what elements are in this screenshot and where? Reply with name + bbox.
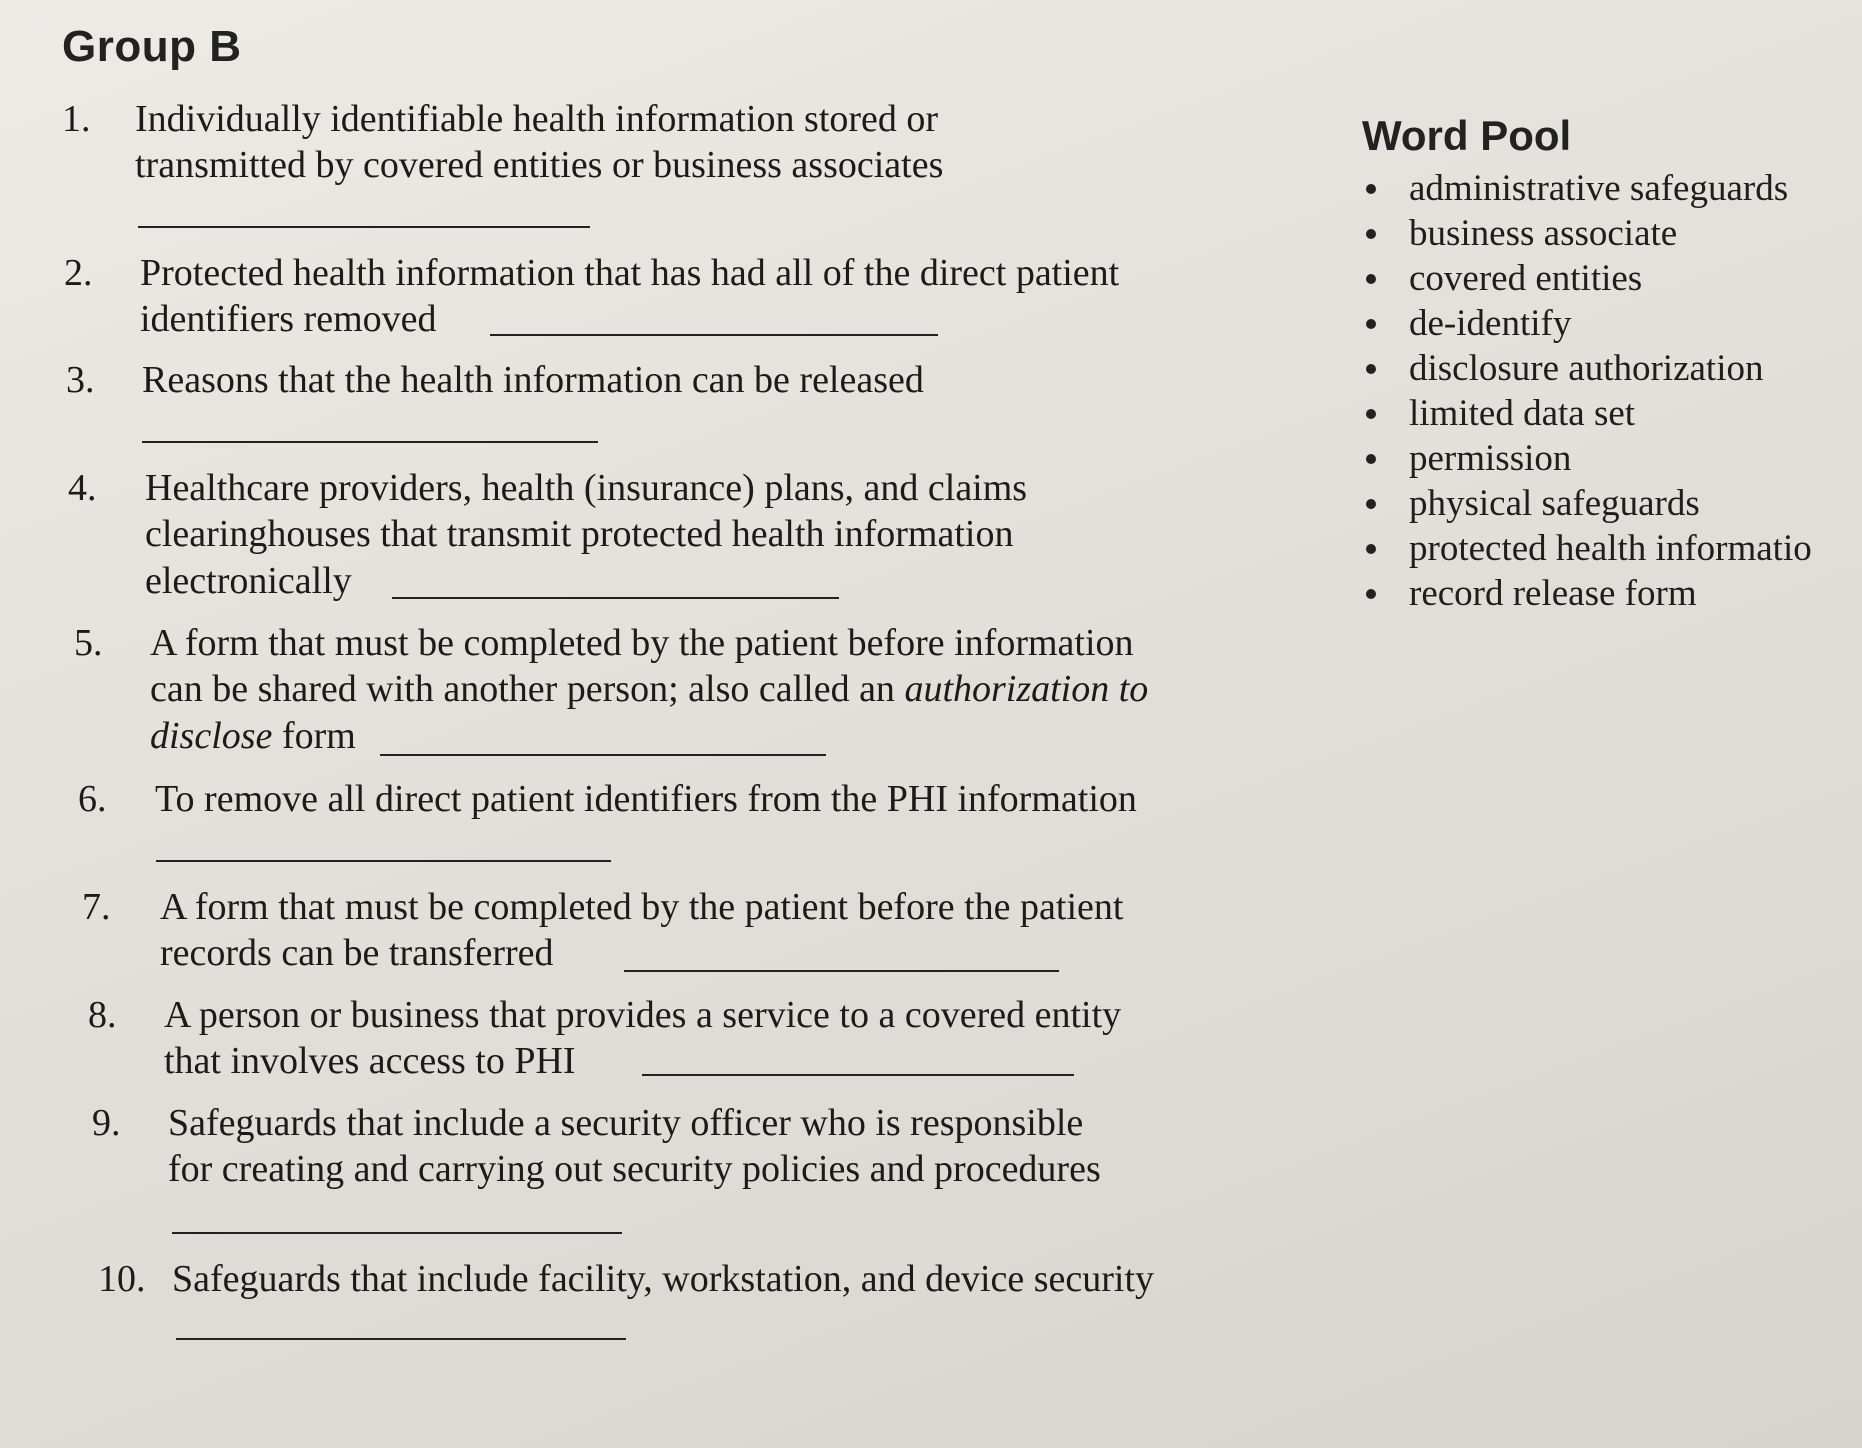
word-pool — [1362, 112, 1862, 616]
word-pool-item — [1362, 346, 1862, 391]
answer-blank-5[interactable] — [380, 754, 826, 756]
question-text-italic: authorization to — [904, 668, 1149, 710]
question-text-line: clearinghouses that transmit protected health information — [145, 513, 1014, 555]
bullet-icon — [1366, 409, 1376, 419]
word-pool-item — [1362, 391, 1862, 436]
word-pool-item — [1362, 211, 1862, 256]
bullet-icon — [1366, 589, 1376, 599]
answer-blank-6[interactable] — [156, 860, 611, 862]
group-title: Group B — [62, 22, 242, 71]
question-text-line: Reasons that the health information can be released — [142, 359, 924, 401]
word-pool-list — [1362, 166, 1862, 616]
word-pool-item-label: disclosure authorization — [1409, 348, 1764, 389]
answer-blank-2[interactable] — [490, 334, 938, 336]
answer-blank-9[interactable] — [172, 1232, 622, 1234]
bullet-icon — [1366, 364, 1376, 374]
answer-blank-7[interactable] — [624, 970, 1059, 972]
question-number: 7. — [82, 886, 111, 928]
question-text-line: Protected health information that has had all of the direct patient — [140, 252, 1120, 294]
answer-blank-10[interactable] — [176, 1338, 626, 1340]
question-text-line: for creating and carrying out security policies and procedures — [168, 1148, 1101, 1190]
word-pool-title: Word Pool — [1362, 112, 1572, 159]
bullet-icon — [1366, 499, 1376, 509]
word-pool-item-label: protected health informatio — [1409, 528, 1812, 569]
bullet-icon — [1366, 544, 1376, 554]
question-text-italic: disclose — [150, 715, 273, 757]
word-pool-item-label: permission — [1409, 438, 1572, 479]
question-text-line: transmitted by covered entities or business associates — [135, 144, 944, 186]
answer-blank-4[interactable] — [392, 597, 839, 599]
question-number: 8. — [88, 994, 117, 1036]
answer-blank-1[interactable] — [138, 226, 590, 228]
bullet-icon — [1366, 184, 1376, 194]
answer-blank-3[interactable] — [142, 441, 598, 443]
bullet-icon — [1366, 454, 1376, 464]
question-text-line — [150, 713, 356, 759]
question-number: 6. — [78, 778, 107, 820]
word-pool-item-label: administrative safeguards — [1409, 168, 1789, 209]
answer-blank-8[interactable] — [642, 1074, 1074, 1076]
question-text-line: To remove all direct patient identifiers from the PHI information — [155, 778, 1137, 820]
question-text-line: electronically — [145, 560, 352, 602]
question-text-line — [150, 666, 1148, 712]
question-text-line: records can be transferred — [160, 932, 554, 974]
question-number: 4. — [68, 467, 97, 509]
question-text-line: Safeguards that include facility, workstation, and device security — [172, 1258, 1155, 1300]
word-pool-item-label: business associate — [1409, 213, 1678, 254]
word-pool-item — [1362, 436, 1862, 481]
question-text-segment: can be shared with another person; also called an — [150, 668, 895, 710]
question-number: 9. — [92, 1102, 121, 1144]
word-pool-item-label: de-identify — [1409, 303, 1572, 344]
question-text-line: A form that must be completed by the patient before the patient — [160, 886, 1124, 928]
bullet-icon — [1366, 319, 1376, 329]
word-pool-item-label: physical safeguards — [1409, 483, 1700, 524]
word-pool-item — [1362, 481, 1862, 526]
question-number: 3. — [66, 359, 95, 401]
word-pool-item-label: covered entities — [1409, 258, 1643, 299]
question-text-line: A person or business that provides a service to a covered entity — [164, 994, 1122, 1036]
question-number: 1. — [62, 98, 91, 140]
word-pool-item-label: limited data set — [1409, 393, 1636, 434]
word-pool-item — [1362, 166, 1862, 211]
word-pool-item — [1362, 256, 1862, 301]
question-number: 5. — [74, 622, 103, 664]
question-text-line: Individually identifiable health information stored or — [135, 98, 939, 140]
question-text-segment: form — [281, 715, 356, 757]
bullet-icon — [1366, 274, 1376, 284]
question-text-line: Healthcare providers, health (insurance) plans, and claims — [145, 467, 1028, 509]
question-text-line: A form that must be completed by the patient before information — [150, 622, 1134, 664]
word-pool-item — [1362, 571, 1862, 616]
question-text-line: identifiers removed — [140, 298, 437, 340]
question-number: 10. — [98, 1258, 146, 1300]
word-pool-item — [1362, 526, 1862, 571]
word-pool-item — [1362, 301, 1862, 346]
bullet-icon — [1366, 229, 1376, 239]
question-text-line: Safeguards that include a security officer who is responsible — [168, 1102, 1084, 1144]
word-pool-item-label: record release form — [1409, 573, 1697, 614]
question-text-line: that involves access to PHI — [164, 1040, 576, 1082]
question-number: 2. — [64, 252, 93, 294]
